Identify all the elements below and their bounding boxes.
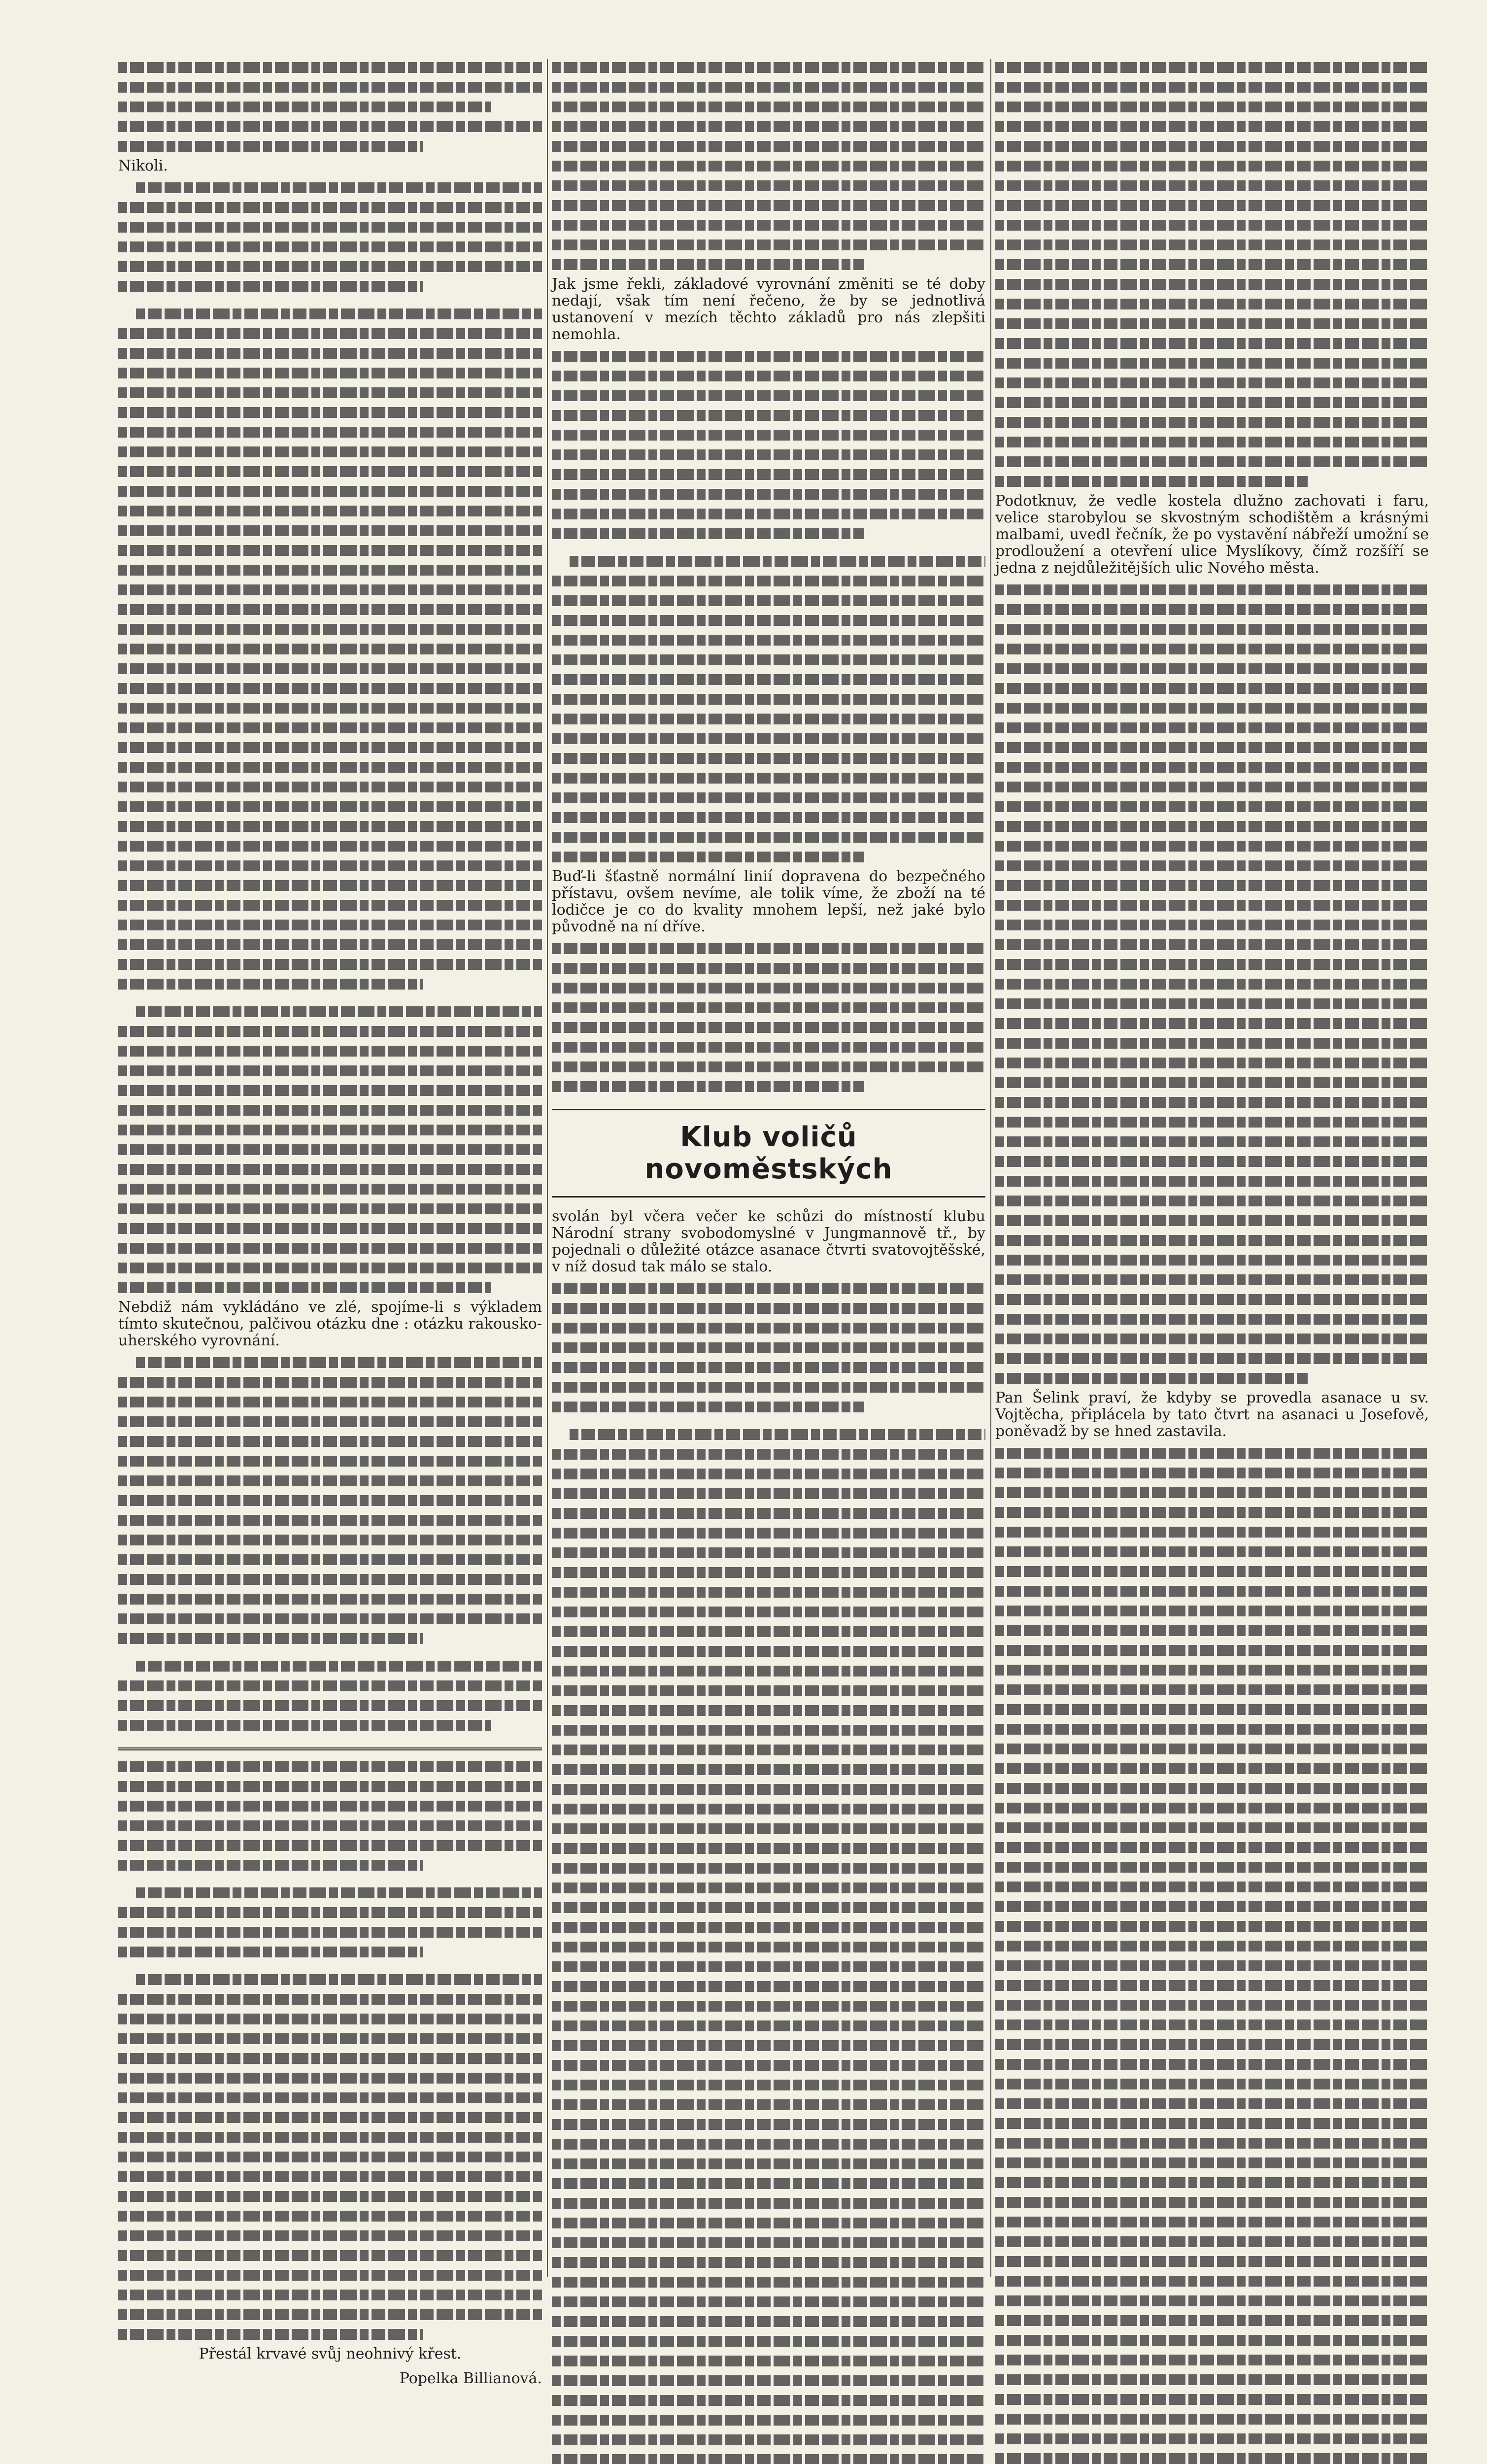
paragraph: Buď-li šťastně normální linií dopravena do bezpečného přístavu, ovšem nevíme, ale tolik víme, že zboží na té lodičce je co do kvality mnohem lepší, než jaké bylo původně na ní dříve. bbox=[552, 868, 985, 935]
section-divider bbox=[552, 1109, 985, 1110]
paragraph: Nebdiž nám vykládáno ve zlé, spojíme-li s výkladem tímto skutečnou, palčivou otázku dne : otázku rakousko-uherského vyrovnání. bbox=[118, 1299, 542, 1349]
column-1 bbox=[118, 59, 542, 2387]
author-signature: Popelka Billianová. bbox=[399, 2370, 542, 2387]
text-block bbox=[995, 584, 1429, 1390]
paragraph: Pan Šelink praví, že kdyby se provedla asanace u sv. Vojtěcha, připlácela by tato čtvrt na asanaci u Josefově, poněvadž by se hned zastavila. bbox=[995, 1389, 1429, 1440]
column-3 bbox=[995, 59, 1429, 2464]
column-2 bbox=[552, 59, 985, 2464]
text-block bbox=[552, 1283, 985, 2464]
paragraph: Přestál krvavé svůj neohnivý křest. bbox=[199, 2345, 462, 2362]
text-block bbox=[552, 943, 985, 1098]
section-divider bbox=[552, 1196, 985, 1198]
text-block bbox=[118, 1761, 542, 2346]
article-intro: svolán byl včera večer ke schůzi do místností klubu Národní strany svobodomyslné v Jungmannově tř., by pojednali o důležité otázce asanace čtvrti svatovojtěšské, v níž dosud tak málo se stalo. bbox=[552, 1208, 985, 1275]
article-headline: Klub voličů novoměstských bbox=[644, 1121, 893, 1185]
text-block bbox=[118, 182, 542, 1299]
text-block bbox=[552, 62, 985, 276]
column-rule bbox=[547, 59, 548, 2277]
text-block bbox=[995, 62, 1429, 493]
text-block bbox=[995, 1448, 1429, 2464]
text-block bbox=[118, 62, 542, 158]
paragraph: Podotknuv, že vedle kostela dlužno zachovati i faru, velice starobylou se skvostným schodištěm a krásnými malbami, uvedl řečník, že po vystavění nábřeží umožní se prodloužení a otevření ulice Myslíkovy, čímž rozšíří se jedna z nejdůležitějších ulic Nového města. bbox=[995, 492, 1429, 577]
section-divider bbox=[118, 1747, 542, 1750]
text-block bbox=[552, 351, 985, 868]
text-block bbox=[118, 1357, 542, 1737]
paragraph: Nikoli. bbox=[118, 157, 168, 174]
column-rule bbox=[990, 59, 991, 2277]
paragraph: Jak jsme řekli, základové vyrovnání změniti se té doby nedají, však tím není řečeno, že by se jednotlivá ustanovení v mezích těchto základů pro nás zlepšiti nemohla. bbox=[552, 275, 985, 343]
